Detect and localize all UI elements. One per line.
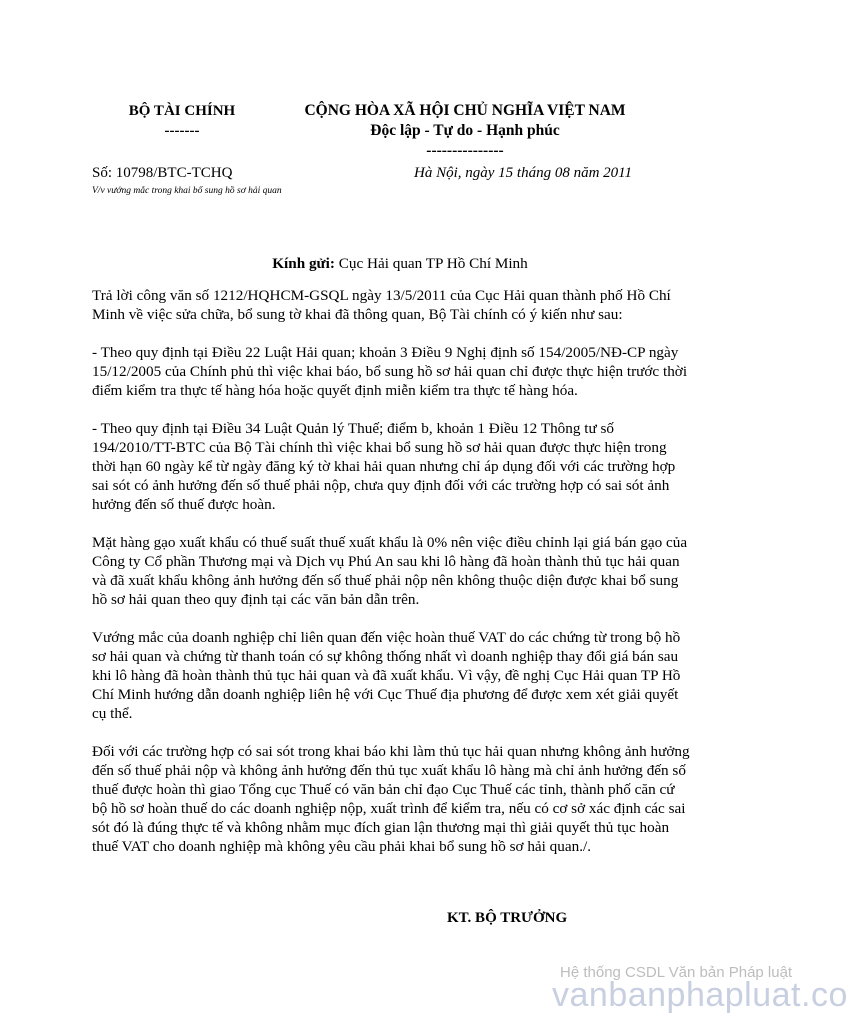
motto-divider: --------------- — [426, 142, 504, 159]
body-paragraph: Đối với các trường hợp có sai sót trong khai báo khi làm thủ tục hải quan nhưng không ảnh hưởng đến số thuế phải nộp và không ảnh hưởng đến thủ tục xuất khẩu lô hàng mà chỉ ảnh hưởng đến số thuế được hoàn thì giao Tổng cục Thuế có văn bản chỉ đạo Cục Thuế các tỉnh, thành phố căn cứ bộ hồ sơ hoàn thuế do các doanh nghiệp nộp, xuất trình để kiểm tra, nếu có cơ sở xác định các sai sót đó là đúng thực tế và không nhằm mục đích gian lận thương mại thì giải quyết thủ tục hoàn thuế VAT cho doanh nghiệp mà không yêu cầu phải khai bổ sung hồ sơ hải quan./. — [92, 743, 690, 855]
body-paragraph: - Theo quy định tại Điều 22 Luật Hải quan; khoản 3 Điều 9 Nghị định số 154/2005/NĐ-CP ngày 15/12/2005 của Chính phủ thì việc khai báo, bổ sung hồ sơ hải quan chỉ được thực hiện trước thời điểm kiểm tra thực tế hàng hóa hoặc quyết định miễn kiểm tra thực tế hàng hóa. — [92, 344, 688, 399]
signature-title: KT. BỘ TRƯỞNG — [447, 910, 568, 926]
body-paragraph: Trả lời công văn số 1212/HQHCM-GSQL ngày 13/5/2011 của Cục Hải quan thành phố Hồ Chí Minh về việc sửa chữa, bổ sung tờ khai đã thông quan, Bộ Tài chính có ý kiến như sau: — [92, 287, 671, 323]
watermark-domain: vanbanphapluat.co — [552, 976, 848, 1014]
recipient-label: Kính gửi: — [272, 255, 335, 272]
nation-title: CỘNG HÒA XÃ HỘI CHỦ NGHĨA VIỆT NAM — [304, 102, 626, 119]
motto: Độc lập - Tự do - Hạnh phúc — [370, 122, 560, 139]
recipient-name: Cục Hải quan TP Hồ Chí Minh — [334, 255, 528, 272]
body-paragraph: Vướng mắc của doanh nghiệp chỉ liên quan đến việc hoàn thuế VAT do các chứng từ trong bộ hồ sơ hải quan và chứng từ thanh toán có sự không thống nhất vì doanh nghiệp thay đổi giá bán sau khi lô hàng đã hoàn thành thủ tục hải quan và đã xuất khẩu. Vì vậy, đề nghị Cục Hải quan TP Hồ Chí Minh hướng dẫn doanh nghiệp liên hệ với Cục Thuế địa phương để được xem xét giải quyết cụ thể. — [92, 629, 681, 722]
national-heading — [290, 101, 640, 161]
place-date: Hà Nội, ngày 15 tháng 08 năm 2011 — [414, 165, 633, 181]
watermark-caption: Hệ thống CSDL Văn bản Pháp luật — [560, 964, 793, 981]
letter-body — [92, 286, 692, 875]
document-subject: V/v vướng mắc trong khai bổ sung hồ sơ hải quan — [92, 186, 282, 196]
issuing-agency — [92, 101, 272, 141]
document-number: Số: 10798/BTC-TCHQ — [92, 165, 233, 181]
recipient-line — [0, 255, 800, 273]
agency-name: BỘ TÀI CHÍNH — [128, 103, 236, 119]
body-paragraph: Mặt hàng gạo xuất khẩu có thuế suất thuế xuất khẩu là 0% nên việc điều chỉnh lại giá bán gạo của Công ty Cổ phần Thương mại và Dịch vụ Phú An sau khi lô hàng đã hoàn thành thủ tục hải quan và đã xuất khẩu không ảnh hưởng đến số thuế phải nộp nên không thuộc diện được khai bổ sung hồ sơ hải quan theo quy định tại các văn bản dẫn trên. — [92, 534, 688, 608]
body-paragraph: - Theo quy định tại Điều 34 Luật Quản lý Thuế; điểm b, khoản 1 Điều 12 Thông tư số 194/2010/TT-BTC của Bộ Tài chính thì việc khai bổ sung hồ sơ hải quan được thực hiện trong thời hạn 60 ngày kể từ ngày đăng ký tờ khai hải quan nhưng chỉ áp dụng đối với các trường hợp sai sót có ảnh hưởng đến số thuế phải nộp, chưa quy định đối với các trường hợp có sai sót ảnh hưởng đến số thuế được hoàn. — [92, 420, 676, 513]
agency-divider: ------- — [164, 123, 200, 139]
